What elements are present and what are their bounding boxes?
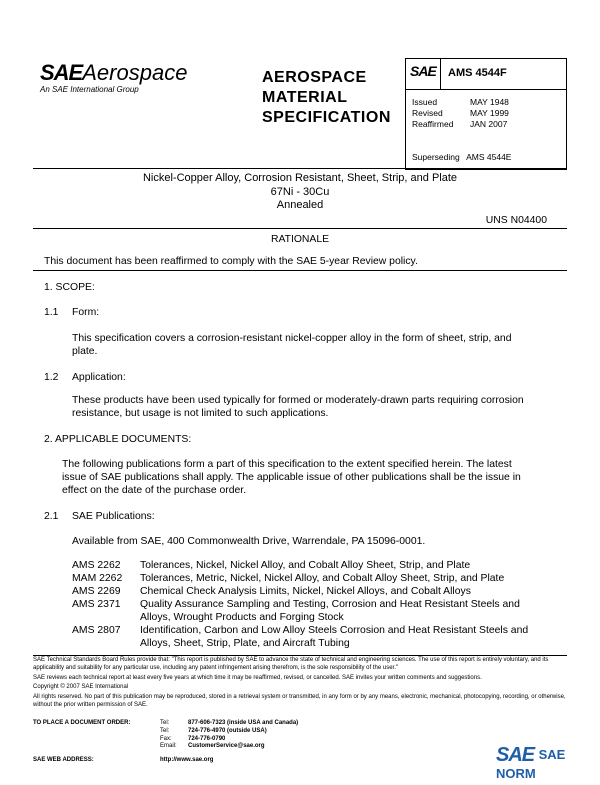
reference-id: AMS 2371 (72, 599, 121, 610)
sae-norm-watermark (496, 744, 596, 781)
divider (33, 270, 567, 271)
section-2-1-text: Available from SAE, 400 Commonwealth Drive, Warrendale, PA 15096-0001. (72, 536, 426, 547)
contact-label: Tel: (160, 727, 170, 734)
reference-title: Chemical Check Analysis Limits, Nickel, Nickel Alloys, and Cobalt Alloys (140, 586, 471, 597)
reference-id: AMS 2807 (72, 625, 121, 636)
reference-item (72, 598, 562, 624)
reference-item (72, 572, 562, 585)
date-value: MAY 1948 (470, 97, 509, 107)
reference-item (72, 624, 562, 650)
contact-row (160, 728, 298, 736)
contact-label: Email: (160, 743, 177, 750)
text-line: plate. (72, 346, 98, 357)
box-logo-cell (406, 59, 441, 90)
doc-number-cell (440, 59, 566, 90)
text-line: resistance, but usage is not limited to such applications. (72, 408, 329, 419)
section-1-1-title: Form: (72, 307, 100, 318)
logo-tagline: An SAE International Group (40, 85, 139, 94)
date-value: JAN 2007 (470, 119, 508, 129)
document-title-line: 67Ni - 30Cu (270, 185, 330, 198)
divider (33, 168, 567, 169)
section-1-1-number: 1.1 (44, 307, 59, 318)
logo-sae-text: SAE (40, 60, 83, 85)
contact-label: Tel: (160, 720, 170, 726)
section-1-2-number: 1.2 (44, 372, 59, 383)
contact-list (160, 720, 298, 751)
date-label: Reaffirmed (412, 119, 454, 129)
footer-review-text: SAE reviews each technical report at least every five years at which time it may be reaffirmed, revised, or cancelled. SAE invites your written comments and suggestions. (33, 674, 482, 681)
superseding-label: Superseding (412, 152, 460, 162)
section-2-1-number: 2.1 (44, 511, 59, 522)
superseding-value: AMS 4544E (466, 152, 512, 162)
superseding-row (412, 152, 511, 162)
reference-item (72, 559, 562, 572)
reference-list (72, 559, 562, 650)
rationale-text: This document has been reaffirmed to comply with the SAE 5-year Review policy. (44, 256, 418, 267)
order-label: TO PLACE A DOCUMENT ORDER: (33, 720, 131, 726)
sae-aerospace-logo (40, 60, 187, 86)
contact-value: 724-776-4970 (outside USA) (188, 727, 267, 734)
reference-title: Quality Assurance Sampling and Testing, Corrosion and Heat Resistant Steels and (140, 599, 520, 610)
reference-title: Alloys, Wrought Products and Forging Stock (140, 612, 344, 623)
date-value: MAY 1999 (470, 108, 509, 118)
contact-row (160, 743, 298, 751)
section-1-2-title: Application: (72, 372, 126, 383)
date-row (412, 108, 562, 119)
uns-number: UNS N04400 (485, 215, 547, 226)
box-sae-logo: SAE (410, 63, 436, 79)
doc-number: AMS 4544F (448, 67, 507, 79)
reference-title: Tolerances, Nickel, Nickel Alloy, and Cobalt Alloy Sheet, Strip, and Plate (140, 560, 471, 571)
divider (33, 655, 567, 656)
section-2-text (62, 458, 562, 497)
spec-title-line: SPECIFICATION (262, 109, 391, 126)
dates-list (412, 97, 562, 130)
text-line: This specification covers a corrosion-resistant nickel-copper alloy in the form of sheet, strip, and (72, 333, 512, 344)
reference-title: Identification, Carbon and Low Alloy Steels Corrosion and Heat Resistant Steels and (140, 625, 529, 636)
spec-title-line: AEROSPACE (262, 69, 367, 86)
document-title-line: Annealed (276, 199, 324, 211)
section-2-1-title: SAE Publications: (72, 511, 155, 522)
reference-id: AMS 2269 (72, 586, 121, 597)
contact-value: 724-776-0790 (188, 735, 226, 742)
text-line: The following publications form a part of this specification to the extent specified herein. The latest (62, 459, 512, 470)
divider (33, 228, 567, 229)
text-line: issue of SAE publications shall apply. The applicable issue of other publications shall be the issue in (62, 472, 521, 483)
contact-label: Fax: (160, 735, 172, 742)
footer-rules-text: SAE Technical Standards Board Rules provide that: "This report is published by SAE to advance the state of technical and engineering sciences. The use of this report is entirely voluntary, and its applicability and suitability for any particular use, including any patent infringement arising therefrom, is the sole responsibility of the user." (33, 657, 549, 671)
section-1-1-text (72, 332, 562, 358)
section-applicable-documents: 2. APPLICABLE DOCUMENTS: (44, 434, 192, 445)
text-line: effect on the date of the purchase order. (62, 485, 247, 496)
reference-id: MAM 2262 (72, 573, 123, 584)
spec-title (262, 68, 391, 128)
spec-title-line: MATERIAL (262, 89, 348, 106)
document-title (33, 172, 567, 213)
footer-copyright: Copyright © 2007 SAE International (33, 684, 129, 691)
reference-title: Tolerances, Metric, Nickel, Nickel Alloy, and Cobalt Alloy Sheet, Strip, and Plate (140, 573, 505, 584)
section-1-2-text (72, 394, 562, 420)
web-address-link[interactable]: http://www.sae.org (160, 757, 214, 763)
contact-value: 877-606-7323 (inside USA and Canada) (188, 720, 299, 726)
document-info-box (405, 58, 567, 170)
reference-title: Alloys, Sheet, Strip, Plate, and Aircraft Tubing (140, 638, 350, 649)
date-label: Issued (412, 97, 438, 107)
web-address-label: SAE WEB ADDRESS: (33, 757, 94, 763)
footer-rights-text: All rights reserved. No part of this publication may be reproduced, stored in a retrieval system or transmitted, in any form or by any means, electronic, mechanical, photocopying, recording, or otherwise, without the prior written permission of SAE. (33, 694, 566, 708)
contact-value[interactable]: CustomerService@sae.org (188, 743, 265, 750)
watermark-sae-logo: SAE (496, 744, 535, 766)
rationale-heading: RATIONALE (270, 234, 330, 245)
reference-item (72, 585, 562, 598)
date-row (412, 97, 562, 108)
document-title-line: Nickel-Copper Alloy, Corrosion Resistant, Sheet, Strip, and Plate (142, 172, 458, 184)
date-label: Revised (412, 108, 443, 118)
date-row (412, 119, 562, 130)
reference-id: AMS 2262 (72, 560, 121, 571)
contact-row (160, 720, 298, 728)
logo-aerospace-text: Aerospace (82, 60, 188, 85)
footer-notice (33, 657, 567, 710)
contact-row (160, 736, 298, 744)
text-line: These products have been used typically for formed or moderately-drawn parts requiring corrosion (72, 395, 524, 406)
watermark-norm-text: SAE NORM (496, 747, 566, 781)
section-scope: 1. SCOPE: (44, 282, 95, 293)
